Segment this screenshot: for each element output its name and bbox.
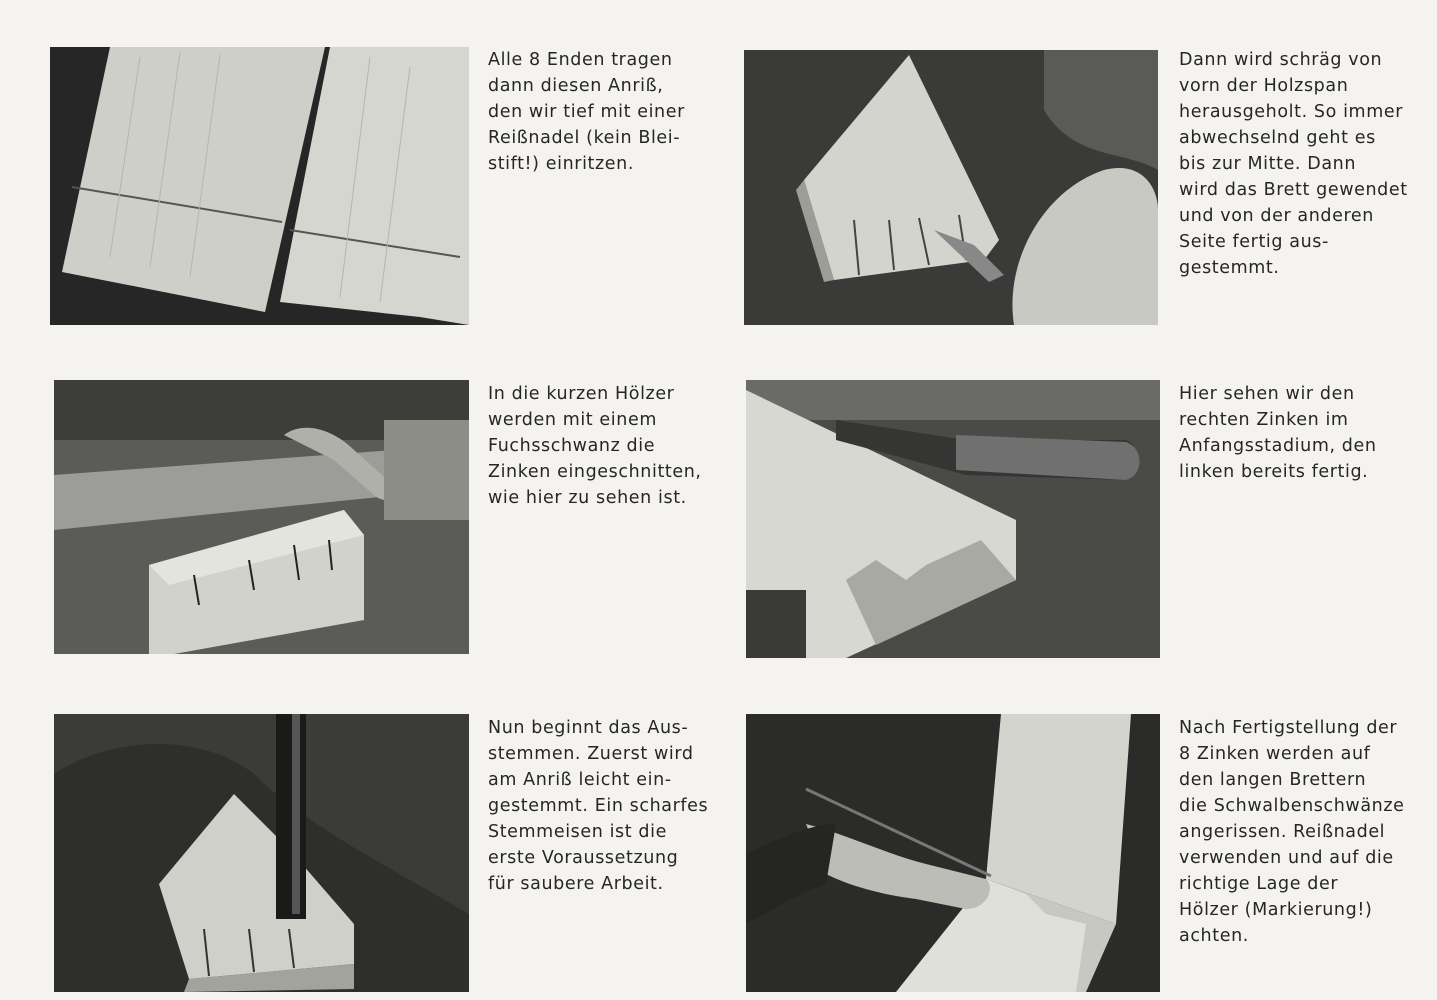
caption-step-3: In die kurzen Hölzer werden mit einem Fuchsschwanz die Zinken eingeschnitten, wie hier zu sehen ist. — [488, 384, 702, 508]
caption-step-6: Nach Fertigstellung der 8 Zinken werden auf den langen Brettern die Schwalbenschwänze angerissen. Reißnadel verwenden und auf die richtige Lage der Hölzer (Markierung!) achten. — [1179, 718, 1405, 946]
caption-step-1: Alle 8 Enden tragen dann diesen Anriß, den wir tief mit einer Reißnadel (kein Blei- stift!) einritzen. — [488, 50, 685, 174]
sawing-pins-photo — [54, 380, 469, 654]
caption-step-2: Dann wird schräg von vorn der Holzspan herausgeholt. So immer abwechselnd geht es bis zur Mitte. Dann wird das Brett gewendet und von der anderen Seite fertig aus- gestemmt. — [1179, 50, 1408, 278]
pins-in-progress-photo — [746, 380, 1160, 658]
caption-step-5: Nun beginnt das Aus- stemmen. Zuerst wird am Anriß leicht ein- gestemmt. Ein scharfes Stemmeisen ist die erste Voraussetzung für saubere Arbeit. — [488, 718, 709, 894]
chisel-start-photo — [54, 714, 469, 992]
scribed-boards-photo — [50, 47, 469, 325]
caption-step-4: Hier sehen wir den rechten Zinken im Anfangsstadium, den linken bereits fertig. — [1179, 384, 1377, 482]
marking-dovetails-photo — [746, 714, 1160, 992]
chiseling-from-front-photo — [744, 50, 1158, 325]
